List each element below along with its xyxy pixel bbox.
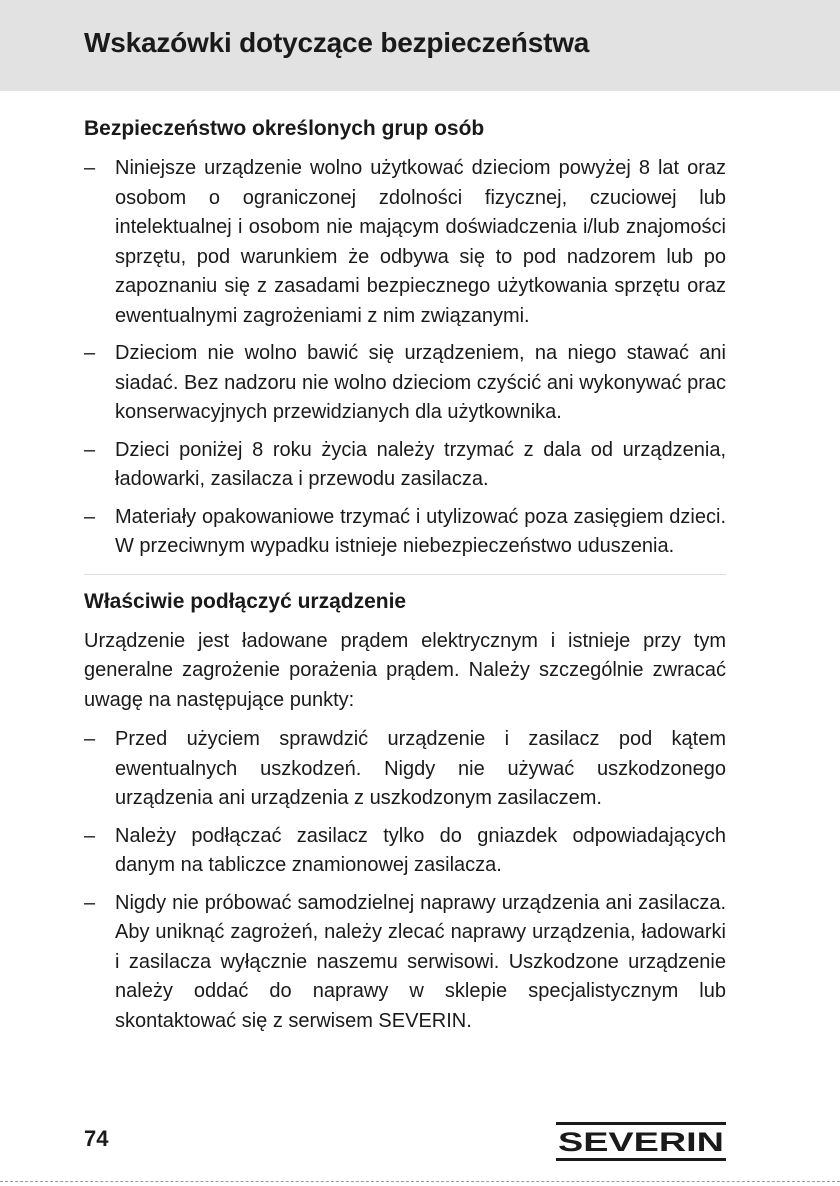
bullet-list — [84, 154, 726, 562]
dash-marker: – — [84, 891, 96, 914]
list-item-text: Przed użyciem sprawdzić urządzenie i zasilacz pod kątem ewentualnych uszkodzeń. Nigdy nie używać uszkodzonego urządzenia ani urządzenia z uszkodzonym zasilaczem. — [115, 728, 726, 809]
list-item-text: Należy podłączać zasilacz tylko do gniazdek odpowiadających danym na tabliczce znamionowej zasilacza. — [115, 824, 726, 876]
content — [84, 112, 726, 1044]
dash-marker: – — [84, 728, 96, 750]
list-item — [84, 339, 726, 428]
dash-marker: – — [84, 824, 96, 847]
intro-paragraph: Urządzenie jest ładowane prądem elektrycznym i istnieje przy tym generalne zagrożenie porażenia prądem. Należy szczególnie zwracać uwagę na następujące punkty: — [84, 629, 726, 711]
bottom-crop-rule — [0, 1181, 840, 1182]
list-item-text: Niniejsze urządzenie wolno użytkować dzieciom powyżej 8 lat oraz osobom o ograniczonej zdolności fizycznej, czuciowej lub intelektualnej i osobom nie mającym doświadczenia i/lub znajomości sprzętu, pod warunkiem że odbywa się to pod nadzorem lub po zapoznaniu się z zasadami bezpiecznego użytkowania sprzętu oraz ewentualnymi zagrożeniami z nim związanymi. — [115, 157, 726, 327]
header-band — [0, 0, 840, 91]
section-heading: Bezpieczeństwo określonych grup osób — [84, 117, 485, 140]
list-item — [84, 822, 726, 881]
section-special-groups — [84, 112, 726, 562]
page-number: 74 — [84, 1126, 109, 1151]
severin-logo — [556, 1121, 726, 1163]
section-heading: Właściwie podłączyć urządzenie — [84, 589, 407, 613]
list-item-text: Materiały opakowaniowe trzymać i utylizować poza zasięgiem dzieci. W przeciwnym wypadku istnieje niebezpieczeństwo uduszenia. — [115, 505, 726, 557]
list-item-text: Dzieci poniżej 8 roku życia należy trzymać z dala od urządzenia, ładowarki, zasilacza i przewodu zasilacza. — [115, 438, 726, 490]
list-item — [84, 436, 726, 495]
dash-marker: – — [84, 157, 96, 179]
dash-marker: – — [84, 505, 96, 528]
list-item — [84, 889, 726, 1037]
list-item — [84, 154, 726, 331]
dash-marker: – — [84, 438, 96, 461]
dash-marker: – — [84, 342, 96, 364]
list-item-text: Nigdy nie próbować samodzielnej naprawy urządzenia ani zasilacza. Aby uniknąć zagrożeń, należy zlecać naprawy urządzenia, ładowarki i zasilacza wyłącznie naszemu serwisowi. Uszkodzone urządzenie należy oddać do naprawy w sklepie specjalistycznym lub skontaktować się z serwisem SEVERIN. — [115, 891, 726, 1032]
section-divider — [84, 574, 726, 575]
page-title: Wskazówki dotyczące bezpieczeństwa — [84, 27, 590, 58]
list-item-text: Dzieciom nie wolno bawić się urządzeniem, na niego stawać ani siadać. Bez nadzoru nie wolno dzieciom czyścić ani wykonywać prac konserwacyjnych przewidzianych dla użytkownika. — [115, 342, 726, 423]
list-item — [84, 503, 726, 562]
brand-logo-text: SEVERIN — [558, 1127, 724, 1157]
section-connect-device — [84, 585, 726, 1037]
bullet-list — [84, 725, 726, 1036]
list-item — [84, 725, 726, 814]
